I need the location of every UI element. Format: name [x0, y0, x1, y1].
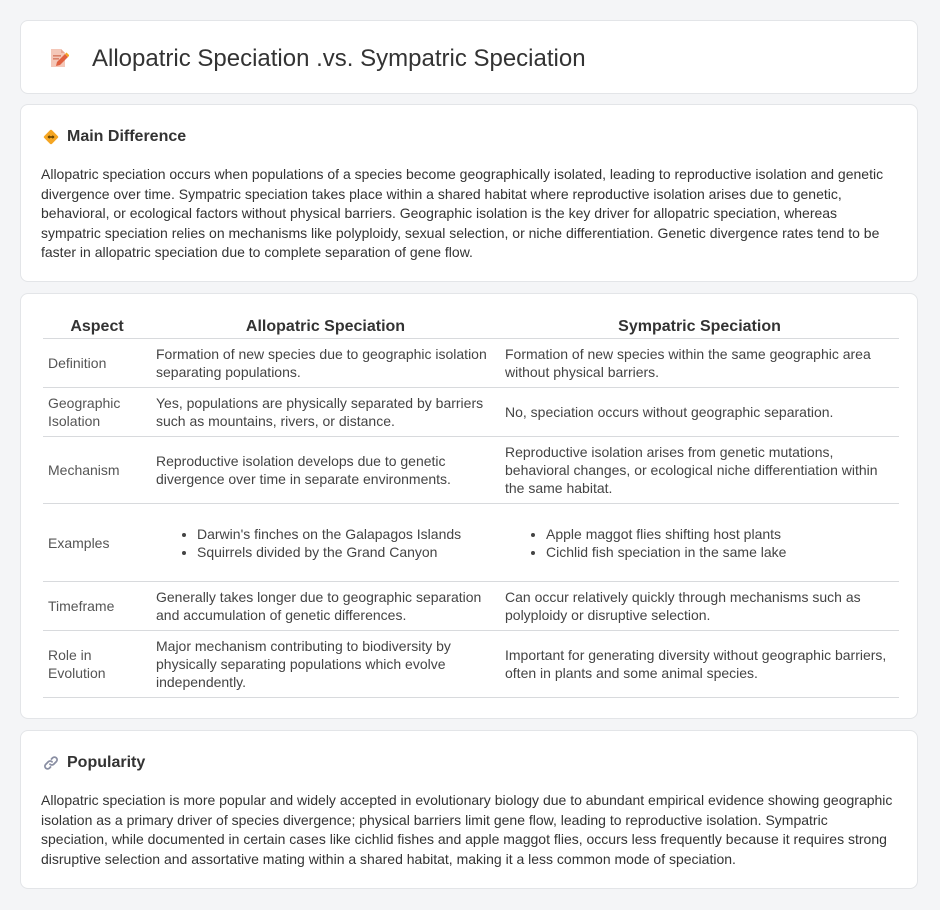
aspect-cell: Timeframe: [43, 582, 151, 631]
allopatric-cell: Yes, populations are physically separated by barriers such as mountains, rivers, or distance.: [151, 388, 500, 437]
table-row: [43, 388, 899, 437]
table-row: [43, 339, 899, 388]
aspect-cell: Definition: [43, 339, 151, 388]
table-row: [43, 582, 899, 631]
document-edit-icon: [47, 47, 69, 69]
header-allopatric: Allopatric Speciation: [151, 315, 500, 339]
allopatric-cell: Reproductive isolation develops due to genetic divergence over time in separate environments.: [151, 437, 500, 504]
table-row: [43, 504, 899, 582]
sympatric-examples-list: [505, 525, 894, 561]
aspect-cell: Role in Evolution: [43, 631, 151, 698]
main-difference-card: [20, 104, 918, 282]
sympatric-cell: Formation of new species within the same geographic area without physical barriers.: [500, 339, 899, 388]
allopatric-cell: [151, 504, 500, 582]
main-difference-header: [43, 128, 186, 146]
header-aspect: Aspect: [43, 315, 151, 339]
section-heading: Popularity: [67, 754, 146, 771]
main-difference-text: Allopatric speciation occurs when populations of a species become geographically isolated, leading to reproductive isolation and genetic divergence over time. Sympatric speciation takes place within a shared habitat where reproductive isolation arises due to genetic, behavioral, or ecological factors without physical barriers. Geographic isolation is the key driver for allopatric speciation, whereas sympatric speciation relies on mechanisms like polyploidy, sexual selection, or niche differentiation. Genetic divergence rates tend to be faster in allopatric speciation due to complete separation of gene flow.: [41, 166, 884, 260]
list-item: • Cichlid fish speciation in the same lake: [546, 543, 894, 561]
list-item: • Darwin's finches on the Galapagos Islands: [197, 525, 495, 543]
popularity-card: [20, 730, 918, 889]
page-title: Allopatric Speciation .vs. Sympatric Speciation: [92, 45, 586, 72]
comparison-card: [20, 293, 918, 719]
popularity-header: [43, 754, 145, 772]
sympatric-cell: Can occur relatively quickly through mechanisms such as polyploidy or disruptive selection.: [500, 582, 899, 631]
sympatric-cell: Reproductive isolation arises from genetic mutations, behavioral changes, or ecological niche differentiation within the same habitat.: [500, 437, 899, 504]
allopatric-cell: Generally takes longer due to geographic separation and accumulation of genetic differences.: [151, 582, 500, 631]
title-card: [20, 20, 918, 94]
header-sympatric: Sympatric Speciation: [500, 315, 899, 339]
table-row: [43, 631, 899, 698]
popularity-text: Allopatric speciation is more popular and widely accepted in evolutionary biology due to abundant empirical evidence showing geographic isolation as a primary driver of species divergence; physical barriers limit gene flow, leading to reproductive isolation. Sympatric speciation, while documented in certain cases like cichlid fishes and apple maggot flies, occurs less frequently because it requires strong disruptive selection and assortative mating within a shared habitat, making it a less common mode of speciation.: [41, 792, 893, 867]
comparison-table: [43, 315, 899, 698]
sympatric-cell: [500, 504, 899, 582]
sympatric-cell: Important for generating diversity without geographic barriers, often in plants and some animal species.: [500, 631, 899, 698]
diamond-arrows-icon: [43, 129, 59, 145]
link-icon: [43, 755, 59, 771]
aspect-cell: Mechanism: [43, 437, 151, 504]
table-header-row: [43, 315, 899, 339]
sympatric-cell: No, speciation occurs without geographic separation.: [500, 388, 899, 437]
allopatric-cell: Major mechanism contributing to biodiversity by physically separating populations which evolve independently.: [151, 631, 500, 698]
aspect-cell: Examples: [43, 504, 151, 582]
table-row: [43, 437, 899, 504]
list-item: • Squirrels divided by the Grand Canyon: [197, 543, 495, 561]
allopatric-cell: Formation of new species due to geographic isolation separating populations.: [151, 339, 500, 388]
list-item: • Apple maggot flies shifting host plants: [546, 525, 894, 543]
aspect-cell: Geographic Isolation: [43, 388, 151, 437]
section-heading: Main Difference: [67, 128, 187, 145]
allopatric-examples-list: [156, 525, 495, 561]
